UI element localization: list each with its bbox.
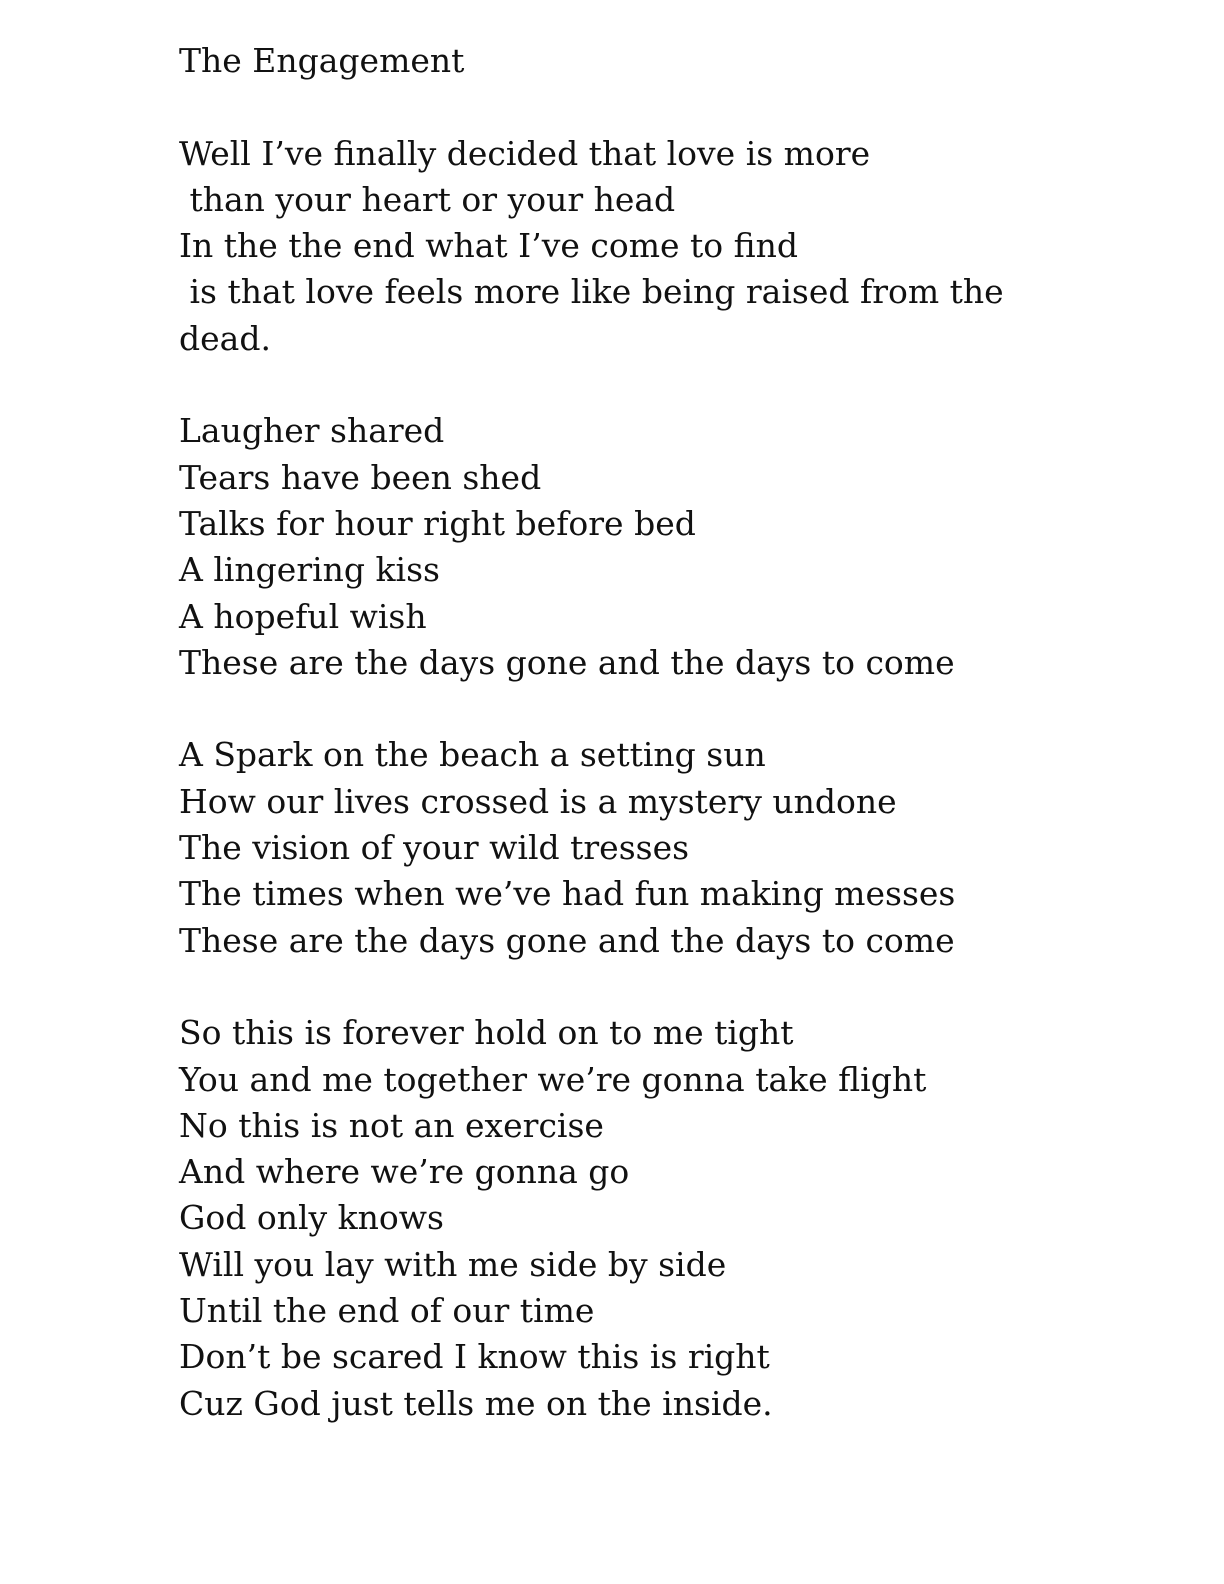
poem-line: The times when we’ve had fun making messes — [179, 874, 956, 914]
stanza-3 — [179, 732, 1079, 963]
poem-line: than your heart or your head — [179, 179, 676, 219]
poem-line: A Spark on the beach a setting sun — [179, 735, 766, 775]
poem-line: These are the days gone and the days to come — [179, 642, 955, 682]
stanza-gap — [179, 362, 1079, 408]
poem-line: Until the end of our time — [179, 1291, 595, 1331]
poem-line: Will you lay with me side by side — [179, 1244, 727, 1284]
poem-line: In the the end what I’ve come to find — [179, 226, 799, 266]
stanza-2 — [179, 408, 1079, 686]
poem-line: How our lives crossed is a mystery undone — [179, 781, 897, 821]
poem-line: Cuz God just tells me on the inside. — [179, 1383, 773, 1423]
stanza-1 — [179, 131, 1079, 362]
poem-line: The vision of your wild tresses — [179, 828, 690, 868]
stanza-gap — [179, 686, 1079, 732]
poem-line: You and me together we’re gonna take flight — [179, 1059, 927, 1099]
stanza-gap — [179, 964, 1079, 1010]
poem-line: God only knows — [179, 1198, 444, 1238]
poem-line: No this is not an exercise — [179, 1105, 604, 1145]
stanza-4 — [179, 1010, 1079, 1427]
stanza-gap — [179, 84, 1079, 130]
poem-line: Tears have been shed — [179, 457, 542, 497]
poem-line: So this is forever hold on to me tight — [179, 1013, 794, 1053]
poem-line: dead. — [179, 318, 271, 358]
poem-title: The Engagement — [179, 41, 465, 80]
poem-line: Don’t be scared I know this is right — [179, 1337, 770, 1377]
poem-line: Well I’ve finally decided that love is more — [179, 133, 871, 173]
poem-line: is that love feels more like being raised from the — [179, 272, 1004, 312]
poem-line: Talks for hour right before bed — [179, 503, 696, 543]
poem-line: These are the days gone and the days to come — [179, 920, 955, 960]
poem-line: A lingering kiss — [179, 550, 440, 590]
poem — [179, 38, 1079, 1427]
poem-line: A hopeful wish — [179, 596, 427, 636]
poem-line: And where we’re gonna go — [179, 1152, 630, 1192]
poem-line: Laugher shared — [179, 411, 445, 451]
